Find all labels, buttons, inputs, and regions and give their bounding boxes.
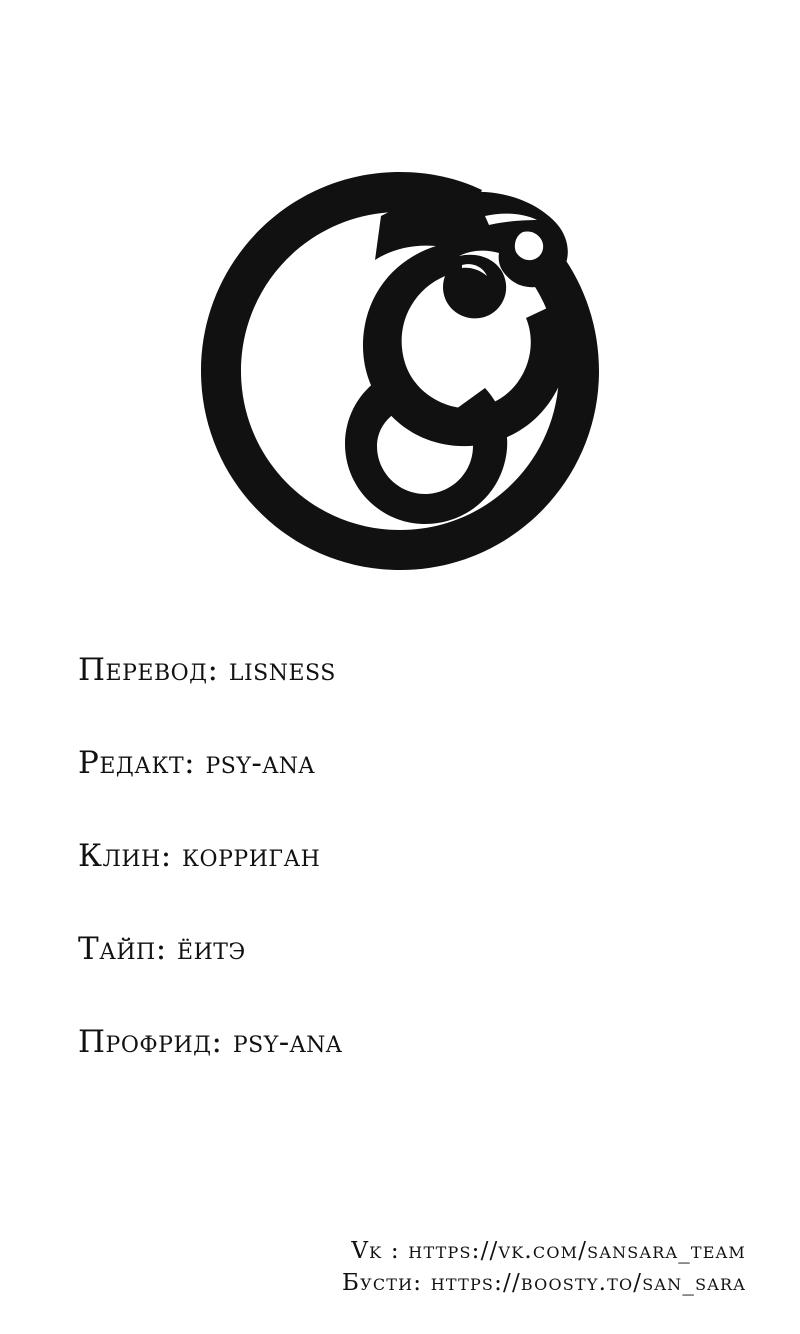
footer-boosty-link[interactable]: Бусти: https://boosty.to/san_sara: [341, 1270, 746, 1297]
credit-edit: Редакт: psy-ana: [78, 745, 315, 781]
credits-list: [78, 652, 728, 1120]
ouroboros-snake-logo: [185, 120, 615, 600]
credit-clean: Клин: корриган: [78, 838, 321, 874]
credit-typeset: Тайп: ёитэ: [78, 931, 246, 967]
credit-translation: Перевод: lisness: [78, 652, 336, 688]
footer-vk-link[interactable]: Vk : https://vk.com/sansara_team: [351, 1237, 746, 1264]
footer-links: [342, 1235, 746, 1300]
credit-proofread: Профрид: psy-ana: [78, 1024, 343, 1060]
logo-container: [0, 100, 800, 620]
